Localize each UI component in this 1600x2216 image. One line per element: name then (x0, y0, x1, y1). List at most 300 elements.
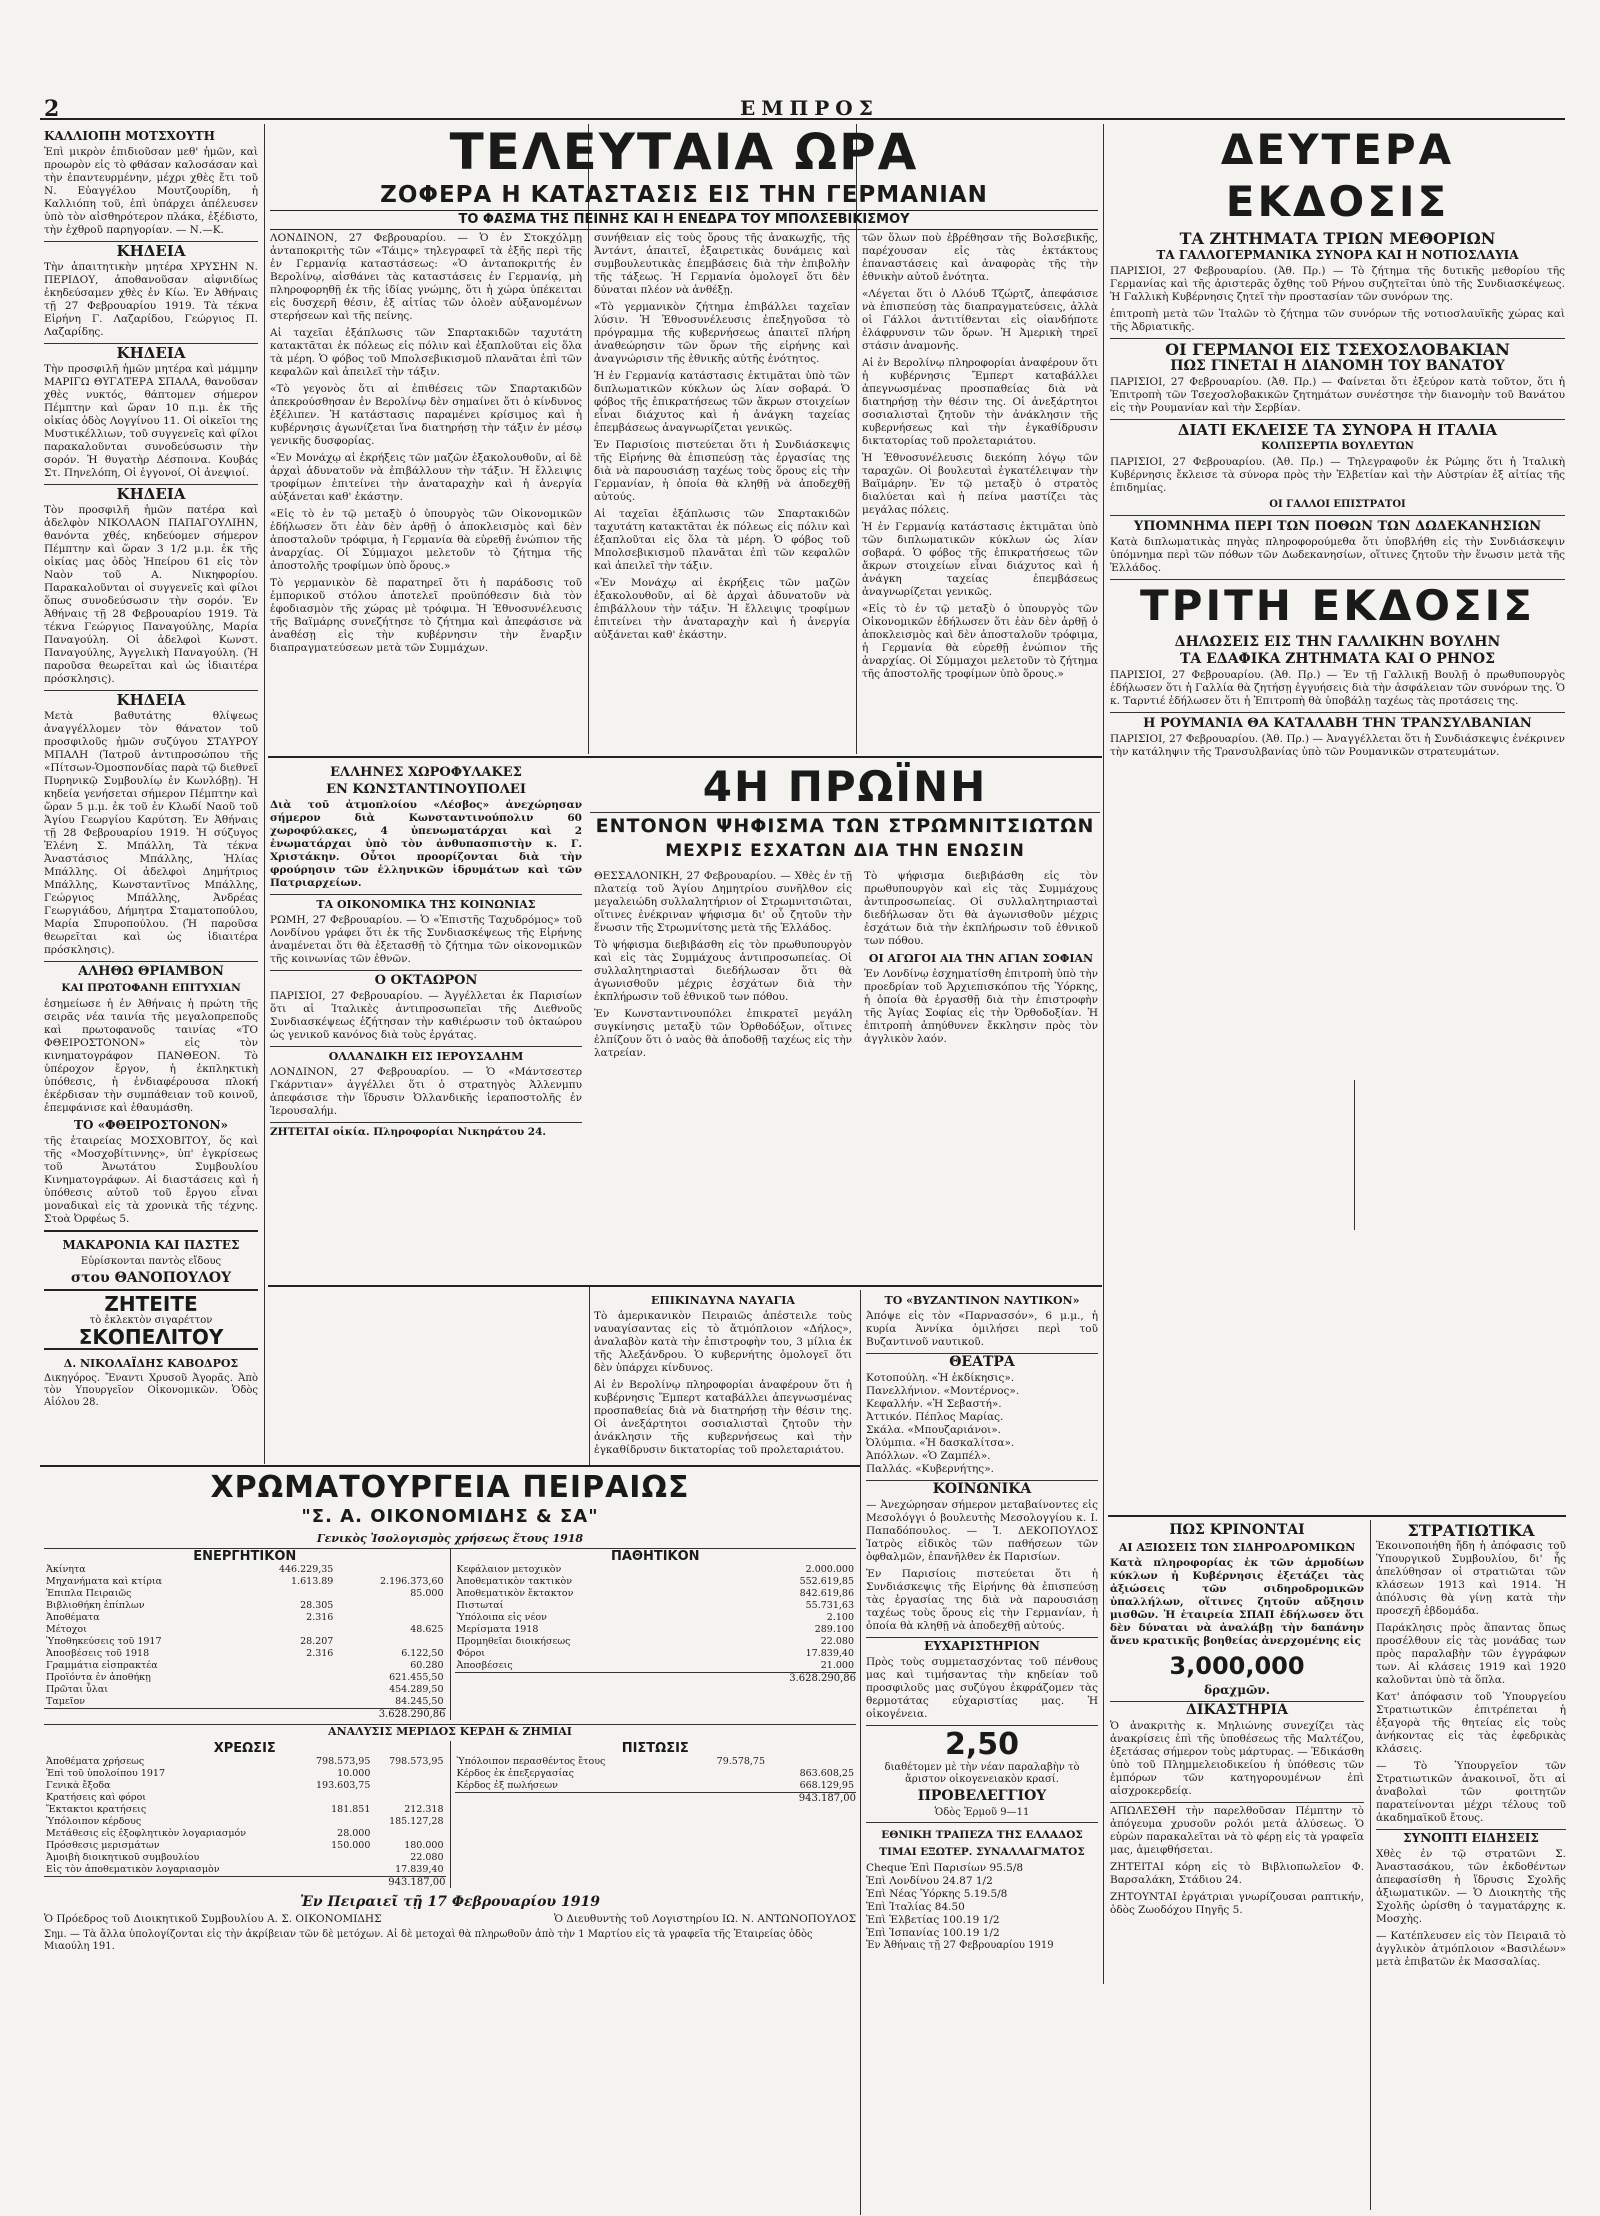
column-rule (1354, 1080, 1355, 1230)
price: 2,50 (944, 1727, 1020, 1762)
shop-address: Ὁδὸς Ἐρμοῦ 9—11 (934, 1807, 1030, 1818)
row-amount: 2.316 (306, 1612, 334, 1623)
row-label: Πρῶται ὗλαι (46, 1684, 108, 1695)
paragraph: Κατὰ πληροφορίας ἐκ τῶν ἁρμοδίων κύκλων ἡ Κυβέρνησις ἐξετάζει τὰς ἀξιώσεις τῶν σιδηροδρομικῶν ὑπαλλήλων, οἵτινες ζητοῦν αὔξησιν μισθῶν. Ἡ ἐταιρεία ΣΠΑΠ ἐδήλωσεν ὅτι δὲν δύναται νὰ ἀναλάβῃ τὴν δαπάνην ἄνευ κρατικῆς βοηθείας ἀνερχομένης εἰς (1110, 1557, 1364, 1647)
ad-brand: ΣΚΟΠΕΛΙΤΟΥ (78, 1325, 224, 1349)
liabilities-title: ΠΑΘΗΤΙΚΟΝ (610, 1549, 700, 1564)
edition-title: 4Η ΠΡΩΪΝΗ (702, 762, 988, 811)
row-amount (240, 1696, 335, 1708)
row-amount (719, 1660, 728, 1672)
assets-side (44, 1549, 451, 1720)
row-label: Μετάθεσις εἰς ἐξοφλητικὸν λογαριασμόν (46, 1828, 247, 1839)
paragraph: «Εἰς τὸ ἐν τῷ μεταξὺ ὁ ὑπουργὸς τῶν Οἰκονομικῶν ἐδήλωσεν ὅτι ἐὰν δὲν ἀρθῇ ὁ ἀποκλεισμὸς καὶ δὲν ἀποσταλοῦν τρόφιμα, ἡ Γερμανία θὰ εὑρεθῇ ἐνώπιον τῆς ἀναρχίας. Οἱ Σύμμαχοι μελετοῦν τὸ ζήτημα τῆς ἀποστολῆς τροφίμων ὑπὸ ὅρους.» (862, 603, 1098, 680)
subheadline: ΟΙ ΓΑΛΛΟΙ ΕΠΙΣΤΡΑΤΟΙ (1269, 499, 1406, 510)
headline: ΤΟ «ΒΥΖΑΝΤΙΝΟΝ ΝΑΥΤΙΚΟΝ» (884, 1294, 1080, 1307)
headline: Ο ΟΚΤΑΩΡΟΝ (270, 970, 582, 987)
row-amount (299, 1792, 372, 1804)
table-row (44, 1564, 446, 1576)
subheadline: ΚΑΙ ΠΡΩΤΟΦΑΝΗ ΕΠΙΤΥΧΙΑΝ (61, 982, 241, 994)
row-amount (719, 1648, 728, 1660)
row-amount: 60.280 (410, 1660, 444, 1671)
headline: ΟΛΛΑΝΔΙΚΗ ΕΙΣ ΙΕΡΟΥΣΑΛΗΜ (270, 1046, 582, 1063)
list-item: Ἐπὶ Ἑλβετίας 100.19 1/2 (866, 1914, 1000, 1926)
row-amount: 2.196.373,60 (380, 1576, 444, 1587)
headline: Η ΡΟΥΜΑΝΙΑ ΘΑ ΚΑΤΑΛΑΒΗ ΤΗΝ ΤΡΑΝΣΥΛΒΑΝΙΑΝ (1110, 712, 1565, 730)
row-label: Μηχανήματα καὶ κτίρια (46, 1576, 163, 1587)
row-label: Ἀποσβέσεις τοῦ 1918 (46, 1648, 150, 1659)
row-amount: 863.608,25 (799, 1768, 854, 1779)
row-amount (372, 1780, 445, 1792)
table-row (44, 1864, 446, 1876)
paragraph: ΘΕΣΣΑΛΟΝΙΚΗ, 27 Φεβρουαρίου. — Χθὲς ἐν τῇ πλατείᾳ τοῦ Ἁγίου Δημητρίου συνῆλθον εἰς μεγαλειώδη συλλαλητήριον οἱ Στρωμνιτσιῶται, οἵτινες ἐνέκριναν ψήφισμα δι' οὗ ζητοῦν τὴν ἕνωσιν τῆς Στρωμνίτσης μετὰ τῆς Ἑλλάδος. (594, 870, 852, 934)
ad-title: ΜΑΚΑΡΟΝΙΑ ΚΑΙ ΠΑΣΤΕΣ (62, 1238, 240, 1252)
table-row (44, 1852, 446, 1864)
paragraph: Μετὰ βαθυτάτης θλίψεως ἀναγγέλλομεν τὸν θάνατον τοῦ προσφιλοῦς ἡμῶν συζύγου ΣΤΑΥΡΟΥ ΜΠΑΛΗ (Ἰατροῦ ἀντιπροσώπου τῆς «Πίτσων-Ὁμοσπονδίας παρὰ τῷ διεθνεῖ Πυρηνικῷ Συμβουλίῳ ἐν Κωνλόβῃ). Ἡ κηδεία γενήσεται σήμερον Πέμπτην καὶ ὥραν 5 μ.μ. ἐκ τοῦ ἐν Κλωδί Ναοῦ τοῦ Ἁγίου Γεωργίου Καρύτση. Ἐν Ἀθήναις τῇ 28 Φεβρουαρίου 1919. Ἡ σύζυγος Ἑλένη Σ. Μπάλλη, Τὰ τέκνα Ἀναστάσιος Μπάλλης, Ἠλίας Μπάλλης. Οἱ ἀδελφοὶ Δημήτριος Μπάλλης, Κωνσταντῖνος Μπάλλης, Γεώργιος Μπάλλης, Ἀνδρέας Γεωργιάδου, Δήμητρα Σταματοπούλου, Μαρία Σπυροπούλου. (Ἡ παροῦσα θεωρεῖται καὶ ὡς ἰδιαιτέρα πρόσκλησις). (44, 710, 258, 956)
row-amount: 212.318 (404, 1804, 444, 1815)
ad-title: Δ. ΝΙΚΟΛΑΪΔΗΣ ΚΑΒΟΔΡΟΣ (63, 1357, 239, 1370)
paragraph: συνήθειαν εἰς τοὺς ὅρους τῆς ἀνακωχῆς, τῆς Ἀντάντ, ἀπαιτεῖ, ἐξαιρετικὰς δυνάμεις καὶ συμβουλευτικὰς ἐπεμβάσεις διὰ τὴν ἐπιβολὴν τῆς τάξεως. Ἡ Γερμανία ὁμολογεῖ ὅτι δὲν δύναται πλέον νὰ ἀνθέξῃ. (594, 232, 850, 296)
table-row (455, 1648, 857, 1660)
headline: ΣΥΝΟΠΤΙ ΕΙΔΗΣΕΙΣ (1376, 1829, 1566, 1845)
theatre-list (866, 1372, 1098, 1476)
paragraph: ΠΑΡΙΣΙΟΙ, 27 Φεβρουαρίου. (Ἀθ. Πρ.) — Τὸ ζήτημα τῆς δυτικῆς μεθορίου τῆς Γερμανίας καὶ τῆς ἀριστερᾶς ὄχθης τοῦ Ρήνου συζητεῖται ὑπὸ τῆς Συνδιασκέψεως. Ἡ Γαλλικὴ Κυβέρνησις ζητεῖ τὴν προστασίαν τῶν συνόρων της. (1110, 265, 1565, 303)
table-row (455, 1660, 857, 1672)
statement-date: Ἐν Πειραιεῖ τῇ 17 Φεβρουαρίου 1919 (300, 1894, 600, 1910)
ad-text: τὸ ἐκλεκτὸν σιγαρέττον (89, 1315, 213, 1326)
headline: ΕΠΙΚΙΝΔΥΝΑ ΝΑΥΑΓΙΑ (651, 1294, 795, 1307)
ad-block (44, 1230, 258, 1285)
company-title: ΧΡΩΜΑΤΟΥΡΓΕΙΑ ΠΕΙΡΑΙΩΣ (210, 1470, 690, 1505)
ad-block (44, 1348, 258, 1409)
row-amount: 289.100 (814, 1624, 854, 1635)
table-row (44, 1816, 446, 1828)
notice-title: ΚΗΔΕΙΑ (44, 484, 258, 501)
column-morning (864, 870, 1098, 1282)
row-amount (335, 1636, 445, 1648)
table-row (44, 1804, 446, 1816)
notice-title: ΚΗΔΕΙΑ (44, 343, 258, 360)
paragraph: Διὰ τοῦ ἀτμοπλοίου «Λέσβος» ἀνεχώρησαν σήμερον διὰ Κωνσταντινούπολιν 60 χωροφύλακες, 4 ὑπενωματάρχαι καὶ 2 ἐνωματάρχαι ὑπὸ τὸν ἀνθυπασπιστὴν κ. Γ. Χριστάκην. Οὗτοι προορίζονται διὰ τὴν φρούρησιν τῶν ἑλληνικῶν ἱδρυμάτων καὶ τῶν Πατριαρχείων. (270, 799, 582, 889)
row-label: Μέτοχοι (46, 1624, 87, 1635)
paragraph: Τὴν προσφιλῆ ἡμῶν μητέρα καὶ μάμμην ΜΑΡΙΓΩ ΘΥΓΑΤΕΡΑ ΣΠΑΛΑ, θανοῦσαν χθὲς νυκτός, θάπτομεν σήμερον Πέμπτην καὶ ὥραν 10 π.μ. ἐκ τῆς οἰκίας ὁδὸς Λογγίνου 11. Οἱ οἰκεῖοι της Μυστικέλλιων, τοῦ συγγενεῖς καὶ φίλοι παρακαλοῦνται συνοδεύσωσιν τὴν σορόν. Ἡ θυγατὴρ Δέσποινα. Κουβάς Στ. Πηνελόπη, Οἱ ἐγγονοί, Οἱ ἀνεψιοί. (44, 363, 258, 479)
row-amount (687, 1780, 767, 1792)
bank-date: Ἐν Ἀθήναις τῇ 27 Φεβρουαρίου 1919 (866, 1940, 1054, 1951)
row-amount: 28.207 (300, 1636, 334, 1647)
paragraph: Χθὲς ἐν τῷ στρατῶνι Σ. Ἀναστασάκου, τῶν ἐκδοθέντων ἀπεφασίσθη ἡ ἵδρυσις Σχολῆς ἀξιωματικῶν. — Ὁ Διοικητὴς τῆς Σχολῆς ὡρίσθη ὁ ταγματάρχης κ. Μοσχὴς. (1376, 1848, 1566, 1925)
ad-text: Εὑρίσκονται παντὸς εἴδους (80, 1256, 222, 1267)
main-title: ΤΕΛΕΥΤΑΙΑ ΩΡΑ (449, 123, 919, 181)
classified-ad: ΖΗΤΕΙΤΑΙ κόρη εἰς τὸ Βιβλιοπωλεῖον Φ. Βαρσαλάκη, Στάδιου 24. (1110, 1861, 1364, 1886)
table-row (44, 1840, 446, 1852)
amount: 3,000,000 (1169, 1652, 1305, 1680)
edition-title: ΔΕΥΤΕΡΑ ΕΚΔΟΣΙΣ (1220, 125, 1455, 226)
row-label: Κέρδος ἐκ ἐπεξεργασίας (456, 1768, 574, 1779)
signature-left: Ὁ Πρόεδρος τοῦ Διοικητικοῦ Συμβουλίου Α. Σ. ΟΙΚΟΝΟΜΙΔΗΣ (44, 1913, 382, 1925)
column-morning (594, 870, 852, 1282)
row-amount (240, 1624, 335, 1636)
column-rule (264, 124, 265, 1464)
subheadline: ΕΝ ΚΩΝΣΤΑΝΤΙΝΟΥΠΟΛΕΙ (326, 782, 526, 797)
paragraph: Τὸ γερμανικὸν δὲ παρατηρεῖ ὅτι ἡ παράδοσις τοῦ ἐμπορικοῦ στόλου ἀποτελεῖ προϋπόθεσιν διὰ τὸν ἐφοδιασμὸν τῆς χώρας μὲ τρόφιμα. Ἡ Ἐθνοσυνέλευσις τῆς Βαϊμάρης συνεζήτησε τὸ ζήτημα καὶ ἀπεφάσισε νὰ ἀναθέσῃ εἰς τὴν κυβέρνησιν τὴν ἔναρξιν διαπραγματεύσεων μετὰ τῶν Συμμάχων. (270, 577, 582, 654)
list-item: Πανελλήνιον. «Μοντέρνος». (866, 1385, 1020, 1397)
row-amount (299, 1852, 372, 1864)
paragraph: ΠΑΡΙΣΙΟΙ, 27 Φεβρουαρίου. (Ἀθ. Πρ.) — Ἀναγγέλλεται ὅτι ἡ Συνδιάσκεψις ἐνέκρινεν τὴν κατάληψιν τῆς Τρανσυλβανίας ὑπὸ τῶν Ρουμανικῶν στρατευμάτων. (1110, 733, 1565, 758)
classified-ad: ΑΠΩΛΕΣΘΗ τὴν παρελθοῦσαν Πέμπτην τὸ ἀπόγευμα χρυσοῦν ρολόι μετὰ ἁλύσεως. Ὁ εὑρὼν παρακαλεῖται νὰ τὸ φέρῃ εἰς τὰ γραφεῖα μας, ἀμειφθήσεται. (1110, 1802, 1364, 1857)
table-row (455, 1564, 857, 1576)
paragraph: τῶν ὅλων ποὺ ἐβρέθησαν τῆς Βολσεβικῆς, παρέχουσαν εἰς τὰς ἐκτάκτους ἐπαναστάσεις καὶ ἀναφορὰς τῆς τὴν ἐθνικὴν αὐτοῦ ἑνότητα. (862, 232, 1098, 283)
row-amount: 22.080 (820, 1636, 854, 1647)
row-amount: 185.127,28 (389, 1816, 444, 1827)
list-item: Ὀλύμπια. «Ἡ δασκαλίτσα». (866, 1437, 1015, 1449)
subheadline: ΤΑ ΓΑΛΛΟΓΕΡΜΑΝΙΚΑ ΣΥΝΟΡΑ ΚΑΙ Η ΝΟΤΙΟΣΛΑΥΙΑ (1156, 248, 1519, 262)
amount-unit: δραχμῶν. (1204, 1683, 1270, 1697)
row-amount (719, 1576, 728, 1588)
paragraph: — Κατέπλευσεν εἰς τὸν Πειραιᾶ τὸ ἀγγλικὸν ἀτμόπλοιον «Βασιλέων» μετὰ ἐπιβατῶν ἐκ Μασσαλίας. (1376, 1930, 1566, 1968)
balance-sheet (44, 1470, 856, 2210)
row-label: Φόροι (456, 1648, 486, 1659)
section-rule (268, 1285, 1102, 1287)
row-label: Βιβλιοθήκη ἐπίπλων (46, 1600, 145, 1611)
row-amount (335, 1600, 445, 1612)
paragraph: — Τὸ Ὑπουργεῖον τῶν Στρατιωτικῶν ἀνακοινοῖ, ὅτι αἱ ἀναβολαὶ τῶν φοιτητῶν παρατείνονται μέχρι τέλους τοῦ ἀκαδημαϊκοῦ ἔτους. (1376, 1760, 1566, 1824)
table-row (44, 1588, 446, 1600)
headline: ΘΕΑΤΡΑ (866, 1353, 1098, 1369)
row-amount: 668.129,95 (799, 1780, 854, 1791)
paragraph: ἐσημείωσε ἡ ἐν Ἀθήναις ἡ πρώτη τῆς σειρᾶς νέα ταινία τῆς μεγαλοπρεποῦς καὶ πρωτοφανοῦς ταινίας «ΤΟ ΦΘΕΙΡΟΣΤΟΝΟΝ» εἰς τὸν κινηματογράφον ΠΑΝΘΕΟΝ. Τὸ ὑπέροχον ἔργον, ἡ ἐκπληκτικὴ ὑπόθεσις, ἡ ἐνδιαφέρουσα πλοκή ἐκέρδισαν τὴν συμπάθειαν τοῦ κοινοῦ, ἐπεμφάνισε καὶ ἐθαυμάσθη. (44, 998, 258, 1114)
ad-text: Δικηγόρος. Ἔναντι Χρυσοῦ Ἀγορᾶς. Ἀπὸ τὸν Υπουργεῖον Οἰκονομικῶν. Ὁδὸς Αἰόλου 28. (44, 1373, 258, 1408)
paragraph: Τὸ ψήφισμα διεβιβάσθη εἰς τὸν πρωθυπουργὸν καὶ εἰς τὰς Συμμάχους ἀντιπροσωπείας. Οἱ συλλαλητηριασταὶ διεδήλωσαν ὅτι θὰ ἀγωνισθοῦν μέχρις ἐσχάτων διὰ τὴν ἐκπλήρωσιν τοῦ ἐθνικοῦ των πόθου. (864, 870, 1098, 947)
headline: ΔΙΚΑΣΤΗΡΙΑ (1110, 1701, 1364, 1717)
paragraph: ΛΟΝΔΙΝΟΝ, 27 Φεβρουαρίου. — Ὁ ἐν Στοκχόλμῃ ἀνταποκριτὴς τῶν «Τάιμς» τηλεγραφεῖ τὰ ἑξῆς περὶ τῆς ἐν Γερμανίᾳ καταστάσεως: «Ὁ ἀνταποκριτής ἐν Βερολίνῳ, αἰσθάνει τὰς καταστάσεις ἐν Γερμανίᾳ, μὴ πληροφορηθῇ ἐκ τῆς ἰδίας γνώμης, ὅτι ἡ χώρα ὑπέκειται εἰς δυσχερῆ θέσιν, ἐξ αἰτίας τῶν ὀλοὲν αὐξανομένων στερήσεων καὶ τῆς πείνης. (270, 232, 582, 322)
table-row (455, 1756, 857, 1768)
table-row (455, 1600, 857, 1612)
ad-brand: στου ΘΑΝΟΠΟΥΛΟΥ (70, 1270, 232, 1286)
row-label: Κρατήσεις καὶ φόροι (46, 1792, 147, 1803)
row-amount: 79.578,75 (716, 1756, 766, 1767)
row-amount (719, 1600, 728, 1612)
paragraph: Αἱ ἐν Βερολίνῳ πληροφορίαι ἀναφέρουν ὅτι ἡ κυβέρνησις Ἔμπερτ καταβάλλει ἀπεγνωσμένας προσπαθείας διὰ νὰ διατηρήσῃ τὴν θέσιν της. Οἱ ἀνεξάρτητοι σοσιαλισταὶ ζητοῦν τὴν ἀνάκλησιν τῆς κυβερνήσεως καὶ τὴν ἐγκαθίδρυσιν δικτατορίας τοῦ προλεταριάτου. (862, 357, 1098, 447)
row-label: Ὑποθηκεύσεις τοῦ 1917 (46, 1636, 162, 1647)
section-rule (40, 1465, 860, 1467)
row-amount (719, 1612, 728, 1624)
list-item: Παλλάς. «Κυβερνήτης». (866, 1463, 994, 1475)
column-shipwreck (594, 1290, 852, 1462)
main-headline-block (270, 124, 1098, 230)
row-label: Γενικὰ ἔξοδα (46, 1780, 111, 1791)
debit-table (44, 1756, 446, 1876)
row-label: Ἀποθέματα χρήσεως (46, 1756, 145, 1767)
ad-block (44, 1289, 258, 1349)
paragraph: Ἐπὶ μικρὸν ἐπιδιοῦσαν μεθ' ἡμῶν, καὶ προωρὸν εἰς τὸ φθάσαν καλοσάσαν καὶ τὴν ἐπαντευρμένην, μέχρι χθὲς ἔτι τοῦ Ν. Εὐαγγέλου Μουτζουρίδη, ἡ Καλλιόπη τοῦ, ἐπὶ ὑπάρχει ἀπέλευσεν ὑπὸ τὸν αἰσθηρότερον πλάκα, ἐξέδιστο, τὴν ἐχθροῦ παρηγορίαν. — Ν.—Κ. (44, 146, 258, 236)
paragraph: Αἱ ταχεῖαι ἐξάπλωσις τῶν Σπαρτακιδῶν ταχυτάτη κατακτᾶται ἐκ πόλεως εἰς πόλιν καὶ ἐξαπλοῦται εἰς ὅλα τὰ μέρη. Ὁ φόβος τοῦ Μπολσεβικισμοῦ πλανᾶται ἐπὶ τῶν κεφαλῶν καὶ ἀπειλεῖ τὴν τάξιν. (270, 327, 582, 378)
paragraph: Αἱ ἐν Βερολίνῳ πληροφορίαι ἀναφέρουν ὅτι ἡ κυβέρνησις Ἔμπερτ καταβάλλει ἀπεγνωσμένας προσπαθείας διὰ νὰ διατηρήσῃ τὴν θέσιν της. Οἱ ἀνεξάρτητοι σοσιαλισταὶ ζητοῦν τὴν ἀνάκλησιν τῆς κυβερνήσεως καὶ τὴν ἐγκαθίδρυσιν δικτατορίας τοῦ προλεταριάτου. (594, 1379, 852, 1456)
debit-side (44, 1741, 451, 1888)
headline: ΑΛΗΘΩ ΘΡΙΑΜΒΟΝ (44, 961, 258, 978)
table-row (44, 1636, 446, 1648)
column-military (1376, 1520, 1566, 2210)
table-row (44, 1576, 446, 1588)
list-item: Ἐπὶ Λονδίνου 24.87 1/2 (866, 1875, 993, 1887)
assets-title: ΕΝΕΡΓΗΤΙΚΟΝ (193, 1549, 297, 1564)
notice-title: ΚΗΔΕΙΑ (44, 241, 258, 258)
notice-title: ΚΗΔΕΙΑ (44, 690, 258, 707)
list-item: Κεφαλλήν. «Ἡ Σεβαστή». (866, 1398, 1002, 1410)
headline: ΔΙΑΤΙ ΕΚΛΕΙΣΕ ΤΑ ΣΥΝΟΡΑ Η ΙΤΑΛΙΑ (1110, 419, 1565, 437)
credit-table (455, 1756, 857, 1792)
table-row (44, 1624, 446, 1636)
table-row (44, 1600, 446, 1612)
paragraph: Ἐν Παρισίοις πιστεύεται ὅτι ἡ Συνδιάσκεψις τῆς Εἰρήνης θὰ ἐπισπεύσῃ τὰς ἐργασίας της διὰ νὰ παρουσιάσῃ ταχέως τοὺς ὅρους εἰς τὴν Γερμανίαν, ἡ ὁποία θὰ κληθῇ νὰ ἀποδεχθῇ αὐτούς. (594, 439, 850, 503)
credit-title: ΠΙΣΤΩΣΙΣ (621, 1741, 689, 1756)
section-rule (268, 756, 1102, 758)
row-amount (240, 1684, 335, 1696)
headline: ΣΤΡΑΤΙΩΤΙΚΑ (1407, 1521, 1535, 1540)
row-label: Ἀκίνητα (46, 1564, 86, 1575)
row-label: Ὑπόλοιπον περασθέντος ἔτους (456, 1756, 606, 1767)
row-amount: 55.731,63 (805, 1600, 854, 1611)
row-amount (299, 1816, 372, 1828)
table-row (44, 1792, 446, 1804)
bank-subtitle: ΤΙΜΑΙ ΕΞΩΤΕΡ. ΣΥΝΑΛΛΑΓΜΑΤΟΣ (879, 1846, 1085, 1858)
column-article (862, 232, 1098, 752)
paragraph: Ἐν Κωνσταντινουπόλει ἐπικρατεῖ μεγάλη συγκίνησις μεταξὺ τῶν Ὀρθοδόξων, οἵτινες ἐλπίζουν ὅτι ὁ ναὸς θὰ ἀποδοθῇ ταχέως εἰς τὴν λατρείαν. (594, 1008, 852, 1059)
table-row (44, 1780, 446, 1792)
headline: ΚΑΛΛΙΟΠΗ ΜΟΤΣΧΟΥΤΗ (44, 129, 216, 143)
debit-total: 943.187,00 (44, 1876, 446, 1888)
table-row (455, 1588, 857, 1600)
table-row (44, 1660, 446, 1672)
subheadline: ΕΝΤΟΝΟΝ ΨΗΦΙΣΜΑ ΤΩΝ ΣΤΡΩΜΝΙΤΣΙΩΤΩΝ (590, 812, 1100, 839)
row-amount (335, 1612, 445, 1624)
column-article (594, 232, 850, 752)
paragraph: «Εἰς τὸ ἐν τῷ μεταξὺ ὁ ὑπουργὸς τῶν Οἰκονομικῶν ἐδήλωσεν ὅτι ἐὰν δὲν ἀρθῇ ὁ ἀποκλεισμὸς καὶ δὲν ἀποσταλοῦν τρόφιμα, ἡ Γερμανία θὰ εὑρεθῇ ἐνώπιον τῆς ἀναρχίας. Οἱ Σύμμαχοι μελετοῦν τὸ ζήτημα τῆς ἀποστολῆς τροφίμων ὑπὸ ὅρους.» (270, 508, 582, 572)
column-rule (1370, 1520, 1371, 2210)
table-row (455, 1780, 857, 1792)
paragraph: «Λέγεται ὅτι ὁ Λλόυδ Τζώρτζ, ἀπεφάσισε νὰ ἐπισπεύσῃ τὰς διαπραγματεύσεις, ἀλλὰ οἱ Γάλλοι ἀντιτίθενται εἰς οἱανδήποτε ἐλάφρυνσιν τῶν ὅρων. Ἡ Ἀμερικὴ τηρεῖ στάσιν ἀναμονῆς. (862, 288, 1098, 352)
pl-table (44, 1741, 856, 1888)
paper-name: ΕΜΠΡΟΣ (740, 96, 879, 120)
table-row (44, 1768, 446, 1780)
row-amount (767, 1756, 856, 1768)
classified-ad: ΖΗΤΟΥΝΤΑΙ ἐργάτριαι γνωρίζουσαι ραπτικήν, ὁδὸς Ζωοδόχου Πηγῆς 5. (1110, 1891, 1364, 1916)
paragraph: Ἐν Παρισίοις πιστεύεται ὅτι ἡ Συνδιάσκεψις τῆς Εἰρήνης θὰ ἐπισπεύσῃ τὰς ἐργασίας της διὰ νὰ παρουσιάσῃ ταχέως τοὺς ὅρους εἰς τὴν Γερμανίαν, ἡ ὁποία θὰ κληθῇ νὰ ἀποδεχθῇ αὐτούς. (866, 1568, 1098, 1632)
column-article (270, 232, 582, 752)
row-label: Κεφάλαιον μετοχικὸν (456, 1564, 562, 1575)
row-amount: 6.122,50 (401, 1648, 444, 1659)
row-label: Ἀποθέματα (46, 1612, 100, 1623)
row-amount (719, 1624, 728, 1636)
headline: ΕΛΛΗΝΕΣ ΧΩΡΟΦΥΛΑΚΕΣ (330, 765, 522, 780)
row-amount: 28.305 (300, 1600, 334, 1611)
column-news (270, 762, 582, 1282)
row-label: Ἐπὶ τοῦ ὑπολοίπου 1917 (46, 1768, 166, 1779)
row-label: Κέρδος ἐξ πωλήσεων (456, 1780, 558, 1791)
paragraph: ΠΑΡΙΣΙΟΙ, 27 Φεβρουαρίου. (Ἀθ. Πρ.) — Τηλεγραφοῦν ἐκ Ρώμης ὅτι ἡ Ἰταλικὴ Κυβέρνησις ἔκλεισε τὰ σύνορα πρὸς τὴν Ἐλβετίαν καὶ τὴν Αὐστρίαν ἐξ αἰτίας τῆς ἐπιδημίας. (1110, 456, 1565, 494)
row-amount (240, 1660, 335, 1672)
table-row (44, 1684, 446, 1696)
list-item: Ἀπόλλων. «Ὁ Ζαμπέλ». (866, 1450, 991, 1462)
paragraph: — Ἀνεχώρησαν σήμερον μεταβαίνοντες εἰς Μεσολόγγι ὁ βουλευτὴς Μεσολογγίου κ. Ι. Παπαδόπουλος. — Ἰ. ΔΕΚΟΠΟΥΛΟΣ Ἰατρὸς εἰδικὸς τῶν παθήσεων τῶν ὀφθαλμῶν, ἐπανῆλθεν ἐκ Παρισίων. (866, 1499, 1098, 1563)
paragraph: ΠΑΡΙΣΙΟΙ, 27 Φεβρουαρίου. (Ἀθ. Πρ.) — Φαίνεται ὅτι ἐξεύρον κατὰ τοῦτον, ὅτι ἡ Ἐπιτροπὴ τῶν Τσεχοσλοβακικῶν ζητημάτων συνέστησε τὴν διανομὴν τοῦ Βανάτου εἰς τὴν Ρουμανίαν καὶ τὴν Σερβίαν. (1110, 376, 1565, 414)
list-item: Ἐπὶ Ἰταλίας 84.50 (866, 1901, 965, 1913)
table-row (44, 1612, 446, 1624)
row-amount: 10.000 (337, 1768, 371, 1779)
row-amount: 842.619,86 (799, 1588, 854, 1599)
wine-ad (866, 1725, 1098, 1819)
statement-year: Γενικὸς Ἰσολογισμὸς χρήσεως ἔτους 1918 (316, 1532, 584, 1545)
row-label: Ἔκτακτοι κρατήσεις (46, 1804, 147, 1815)
paragraph: τῆς ἐταιρείας ΜΟΣΧΟΒΙΤΟΥ, ὅς καὶ τῆς «Μοσχοβίτιννης», ὑπ' ἐγκρίσεως τοῦ Ἀνωτάτου Συμβουλίου Κινηματογράφων. Αἱ διαστάσεις καὶ ἡ ὑπόθεσις αὐτοῦ τοῦ ἔργου εἶναι μοναδικαὶ εἰς τὰ χρονικὰ τῆς τέχνης. Στοὰ Ὀρφέως 5. (44, 1135, 258, 1225)
ad-title: ΖΗΤΕΙΤΕ (104, 1292, 198, 1316)
row-amount (299, 1864, 372, 1876)
shop-name: ΠΡΟΒΕΛΕΓΓΙΟΥ (917, 1788, 1047, 1804)
debit-title: ΧΡΕΩΣΙΣ (213, 1741, 276, 1756)
paragraph: ΠΑΡΙΣΙΟΙ, 27 Φεβρουαρίου. (Ἀθ. Πρ.) — Ἐν τῇ Γαλλικῇ Βουλῇ ὁ πρωθυπουργὸς ἐδήλωσεν ὅτι ἡ Γαλλία θὰ ζητήσῃ ἐγγυήσεις διὰ τὴν ἀσφάλειαν τῶν συνόρων της. Ὁ κ. Ταρντιέ ἐδήλωσεν ὅτι ἡ Ἐπιτροπὴ θὰ ὑποβάλῃ ταχέως τὰς προτάσεις της. (1110, 669, 1565, 707)
table-row (455, 1636, 857, 1648)
subheadline: ΤΑ ΖΗΤΗΜΑΤΑ ΤΡΙΩΝ ΜΕΘΟΡΙΩΝ (1179, 229, 1496, 248)
paragraph: Ἡ Ἐθνοσυνέλευσις διεκόπη λόγῳ τῶν ταραχῶν. Οἱ βουλευταὶ ἐγκατέλειψαν τὴν Βαϊμάρην. Ἐν τῷ μεταξὺ ὁ στρατὸς διαλύεται καὶ ἡ πείνα μαστίζει τὰς μεγάλας πόλεις. (862, 452, 1098, 516)
table-row (455, 1624, 857, 1636)
list-item: Κοτοπούλη. «Ἡ ἐκδίκησις». (866, 1372, 1015, 1384)
row-label: Ἀποθεματικὸν ἔκτακτον (456, 1588, 574, 1599)
assets-table (44, 1564, 446, 1708)
headline: ΚΟΙΝΩΝΙΚΑ (866, 1480, 1098, 1496)
balance-table (44, 1548, 856, 1720)
headline: ΠΩΣ ΚΡΙΝΟΝΤΑΙ (1169, 1522, 1305, 1538)
row-amount (335, 1564, 445, 1576)
classified-ad: ΖΗΤΕΙΤΑΙ οἰκία. Πληροφορίαι Νικηράτου 24. (270, 1122, 582, 1139)
paragraph: «Ἐν Μονάχῳ αἱ ἐκρήξεις τῶν μαζῶν ἐξακολουθοῦν, αἱ δὲ ἀρχαὶ ἀδυνατοῦν νὰ ἐπιβάλλουν τὴν τάξιν. Ἡ ἔλλειψις τροφίμων ἐπιτείνει τὴν ἀναταραχὴν καὶ ἡ ἀνεργία αὐξάνεται καθ' ἑκάστην. (594, 577, 850, 641)
column-obituaries (44, 126, 258, 1466)
row-amount: 2.100 (826, 1612, 854, 1623)
row-label: Προϊόντα ἐν ἀποθήκῃ (46, 1672, 151, 1683)
row-amount (372, 1792, 445, 1804)
paragraph: Τὸν προσφιλῆ ἡμῶν πατέρα καὶ ἀδελφὸν ΝΙΚΟΛΑΟΝ ΠΑΠΑΓΟΥΛΙΗΝ, θανόντα χθές, κηδεύομεν σήμερον Πέμπτην καὶ ὥραν 3 1/2 μ.μ. ἐκ τῆς οἰκίας μας ὁδὸς Ἠπείρου 61 εἰς τὸν Ναὸν τοῦ Α. Νικηφορίου. Παρακαλοῦνται οἱ συγγενεῖς καὶ φίλοι ὅπως συνοδεύσωσιν τὴν σορόν. Ἐν Ἀθήναις τῇ 28 Φεβρουαρίου 1919. Τὰ τέκνα Γεώργιος Παναγούλης, Μαρία Παναγούλη. Οἱ ἀδελφοὶ Κωνστ. Παναγούλης, Ἀγγελικὴ Παναγούλη. (Ἡ παροῦσα θεωρεῖται καὶ ὡς ἰδιαιτέρα πρόσκλησις). (44, 504, 258, 685)
exchange-rates (866, 1822, 1098, 1952)
pl-title: ΑΝΑΛΥΣΙΣ ΜΕΡΙΔΟΣ ΚΕΡΔΗ & ΖΗΜΙΑΙ (44, 1724, 856, 1738)
bank-title: ΕΘΝΙΚΗ ΤΡΑΠΕΖΑ ΤΗΣ ΕΛΛΑΔΟΣ (881, 1829, 1083, 1841)
row-label: Ἀποθεματικὸν τακτικὸν (456, 1576, 573, 1587)
row-label: Εἰς τὸν ἀποθεματικὸν λογαριασμὸν (46, 1864, 220, 1875)
ad-text: διαθέτομεν μὲ τὴν νέαν παραλαβὴν τὸ ἄριστον οἰκογενειακὸν κρασί. (884, 1762, 1080, 1785)
column-second-edition (1110, 124, 1565, 1079)
row-amount: 2.316 (306, 1648, 334, 1659)
page-number: 2 (44, 96, 60, 122)
signatures (44, 1913, 856, 1925)
statement-footnote: Σημ. — Τὰ ἄλλα ὑπολογίζονται εἰς τὴν ἀκρίβειαν τῶν δὲ μετόχων. Αἱ δὲ μετοχαὶ θὰ πληρωθοῦν ἀπὸ τὴν 1 Μαρτίου εἰς τὰ γραφεῖα τῆς Ἐταιρείας ὁδὸς Μιαούλη 191. (44, 1929, 813, 1952)
company-subtitle: "Σ. Α. ΟΙΚΟΝΟΜΙΔΗΣ & ΣΑ" (301, 1506, 599, 1527)
column-railway (1110, 1520, 1364, 2210)
subheadline: ΤΑ ΕΔΑΦΙΚΑ ΖΗΤΗΜΑΤΑ ΚΑΙ Ο ΡΗΝΟΣ (1180, 651, 1495, 667)
paragraph: Τὴν ἀπαιτητικὴν μητέρα ΧΡΥΣΗΝ Ν. ΠΕΡΙΔΟΥ, ἀποθανοῦσαν αἰφνιδίως ἐκηδεύσαμεν χθὲς ἐν Κίω. Ἐν Ἀθήναις τῇ 27 Φεβρουαρίου 1919. Τὰ τέκνα Εἰρήνη Γ. Λαζαρίδου, Γεώργιος Π. Λαζαρίδης. (44, 261, 258, 338)
row-amount (719, 1564, 728, 1576)
subheadline: ΔΗΛΩΣΕΙΣ ΕΙΣ ΤΗΝ ΓΑΛΛΙΚΗΝ ΒΟΥΛΗΝ (1174, 634, 1501, 650)
table-row (455, 1612, 857, 1624)
column-rule (1103, 124, 1104, 1984)
paragraph: Αἱ ταχεῖαι ἐξάπλωσις τῶν Σπαρτακιδῶν ταχυτάτη κατακτᾶται ἐκ πόλεως εἰς πόλιν καὶ ἐξαπλοῦται εἰς ὅλα τὰ μέρη. Ὁ φόβος τοῦ Μπολσεβικισμοῦ πλανᾶται ἐπὶ τῶν κεφαλῶν καὶ ἀπειλεῖ τὴν τάξιν. (594, 508, 850, 572)
subheadline: ΜΕΧΡΙΣ ΕΣΧΑΤΩΝ ΔΙΑ ΤΗΝ ΕΝΩΣΙΝ (665, 841, 1025, 861)
row-amount: 17.839,40 (395, 1864, 444, 1875)
row-label: Ὑπόλοιπα εἰς νέον (456, 1612, 547, 1623)
row-amount (719, 1636, 728, 1648)
row-label: Ὑπόλοιπον κέρδους (46, 1816, 142, 1827)
row-amount: 21.000 (820, 1660, 854, 1671)
row-amount (719, 1588, 728, 1600)
row-label: Προμηθεῖαι διοικήσεως (456, 1636, 571, 1647)
subheadline: ΚΟΛΠΣΕΡΤΙΑ ΒΟΥΛΕΥΤΩΝ (1261, 441, 1414, 452)
liabilities-total: 3.628.290,86 (455, 1672, 857, 1684)
row-label: Πρόσθεσις μερισμάτων (46, 1840, 160, 1851)
row-label: Ταμεῖον (46, 1696, 86, 1707)
headline: ΕΥΧΑΡΙΣΤΗΡΙΟΝ (866, 1637, 1098, 1653)
row-amount: 150.000 (331, 1840, 371, 1851)
paragraph: Κατ' ἀπόφασιν τοῦ Ὑπουργείου Στρατιωτικῶν ἐπιτρέπεται ἡ ἐξαγορὰ τῆς θητείας εἰς τοὺς ἀνήκοντας εἰς τὰς ἐφεδρικὰς κλάσεις. (1376, 1691, 1566, 1755)
row-amount: 84.245,50 (395, 1696, 444, 1707)
credit-total: 943.187,00 (455, 1792, 857, 1804)
row-amount: 85.000 (410, 1588, 444, 1599)
table-row (44, 1672, 446, 1684)
row-label: Ἀμοιβὴ διοικητικοῦ συμβουλίου (46, 1852, 200, 1863)
list-item: Σκάλα. «Μπουζαριάνοι». (866, 1424, 1002, 1436)
main-subtitle-2: ΤΟ ΦΑΣΜΑ ΤΗΣ ΠΕΙΝΗΣ ΚΑΙ Η ΕΝΕΔΡΑ ΤΟΥ ΜΠΟΛΣΕΒΙΚΙΣΜΟΥ (270, 210, 1098, 230)
row-amount: 17.839,40 (805, 1648, 854, 1659)
row-amount: 454.289,50 (389, 1684, 444, 1695)
section-rule (1108, 1515, 1566, 1517)
row-amount: 48.625 (410, 1624, 444, 1635)
paragraph: ΡΩΜΗ, 27 Φεβρουαρίου. — Ὁ «Ἐπιστῆς Ταχυδρόμος» τοῦ Λονδίνου γράφει ὅτι ἐκ τῆς Συνδιασκέψεως τῆς Εἰρήνης ἀναμένεται ὅτι θὰ ἐξετασθῇ τὸ ζήτημα τῶν οἰκονομικῶν τῆς κοινωνίας τῶν ἐθνῶν. (270, 914, 582, 965)
row-label: Πιστωταί (456, 1600, 504, 1611)
main-subtitle: ΖΟΦΕΡΑ Η ΚΑΤΑΣΤΑΣΙΣ ΕΙΣ ΤΗΝ ΓΕΡΜΑΝΙΑΝ (380, 182, 988, 208)
subheadline: ΑΙ ΑΞΙΩΣΕΙΣ ΤΩΝ ΣΙΔΗΡΟΔΡΟΜΙΚΩΝ (1118, 1541, 1356, 1554)
liabilities-table (455, 1564, 857, 1672)
headline: ΟΙ ΑΓΩΓΟΙ ΑΙΑ ΤΗΝ ΑΓΙΑΝ ΣΟΦΙΑΝ (868, 952, 1094, 965)
credit-side (451, 1741, 857, 1888)
rate-list (866, 1862, 1098, 1940)
edition-title: ΤΡΙΤΗ ΕΚΔΟΣΙΣ (1110, 579, 1565, 632)
row-amount: 798.573,95 (316, 1756, 371, 1767)
list-item: Ἐπὶ Ἱσπανίας 100.19 1/2 (866, 1927, 1000, 1939)
row-amount: 193.603,75 (316, 1780, 371, 1791)
paragraph: «Τὸ γεγονὸς ὅτι αἱ ἐπιθέσεις τῶν Σπαρτακιδῶν ἀπεκρούσθησαν ἐν Βερολίνῳ δὲν σημαίνει ὅτι ὁ κίνδυνος ἐξέλιπεν. Ἡ κατάστασις παραμένει κρίσιμος καὶ ἡ κυβέρνησις ἀγωνίζεται ἵνα διατηρήσῃ τὴν τάξιν ἐν μέσῳ γενικῆς δυσφορίας. (270, 383, 582, 447)
table-row (455, 1768, 857, 1780)
row-amount: 2.000.000 (805, 1564, 854, 1575)
headline: ΥΠΟΜΝΗΜΑ ΠΕΡΙ ΤΩΝ ΠΟΘΩΝ ΤΩΝ ΔΩΔΕΚΑΝΗΣΙΩΝ (1110, 515, 1565, 533)
row-amount (687, 1768, 767, 1780)
row-amount: 621.455,50 (389, 1672, 444, 1683)
morning-edition-header (590, 762, 1100, 863)
row-amount: 28.000 (337, 1828, 371, 1839)
subheadline: ΠΩΣ ΓΙΝΕΤΑΙ Η ΔΙΑΝΟΜΗ ΤΟΥ ΒΑΝΑΤΟΥ (1170, 358, 1505, 374)
paragraph: Κατὰ διπλωματικὰς πηγὰς πληροφορούμεθα ὅτι ὑποβλήθη εἰς τὴν Συνδιάσκεψιν ὑπόμνημα περὶ τῶν πόθων τῶν Δωδεκανησίων, οἵτινες ζητοῦν τὴν ἕνωσιν μετὰ τῆς Ἑλλάδος. (1110, 536, 1565, 574)
paragraph: Ἐκοινοποιήθη ἤδη ἡ ἀπόφασις τοῦ Ὑπουργικοῦ Συμβουλίου, δι' ἧς ἀπελύθησαν οἱ στρατιῶται τῶν κλάσεων 1913 καὶ 1914. Ἡ ἀπόλυσις θὰ γίνῃ κατὰ τὴν προσεχῆ ἑβδομάδα. (1376, 1540, 1566, 1617)
row-label: Μερίσματα 1918 (456, 1624, 539, 1635)
table-row (455, 1576, 857, 1588)
paragraph: Τὸ ψήφισμα διεβιβάσθη εἰς τὸν πρωθυπουργὸν καὶ εἰς τὰς Συμμάχους ἀντιπροσωπείας. Οἱ συλλαλητηριασταὶ διεδήλωσαν ὅτι θὰ ἀγωνισθοῦν μέχρις ἐσχάτων διὰ τὴν ἐκπλήρωσιν τοῦ ἐθνικοῦ των πόθου. (594, 939, 852, 1003)
paragraph: «Ἐν Μονάχῳ αἱ ἐκρήξεις τῶν μαζῶν ἐξακολουθοῦν, αἱ δὲ ἀρχαὶ ἀδυνατοῦν νὰ ἐπιβάλλουν τὴν τάξιν. Ἡ ἔλλειψις τροφίμων ἐπιτείνει τὴν ἀναταραχὴν καὶ ἡ ἀνεργία αὐξάνεται καθ' ἑκάστην. (270, 452, 582, 503)
list-item: Ἀττικόν. Πέπλος Μαρίας. (866, 1411, 1004, 1423)
row-amount: 180.000 (404, 1840, 444, 1851)
column-social (866, 1290, 1098, 2215)
column-rule (860, 1290, 861, 2215)
row-label: Ἐπιπλα Πειραιῶς (46, 1588, 132, 1599)
paragraph: Ὁ ἀνακριτὴς κ. Μηλιώνης συνεχίζει τὰς ἀνακρίσεις ἐπὶ τῆς ὑποθέσεως τῆς Μαλτέζου, ἐξετάσας σήμερον τοὺς μάρτυρας. — Ἐδικάσθη ὑπὸ τοῦ Πλημμελειοδικείου ἡ ὑπόθεσις τῶν ἐμπόρων τῶν κατηγορουμένων ἐπὶ αἰσχροκερδείᾳ. (1110, 1720, 1364, 1797)
paragraph: ΠΑΡΙΣΙΟΙ, 27 Φεβρουαρίου. — Ἀγγέλλεται ἐκ Παρισίων ὅτι αἱ Ἰταλικὲς ἀντιπροσωπεῖαι τῆς Διεθνοῦς Συνδιασκέψεως ἐζήτησαν τὴν καθιέρωσιν τοῦ ὀκταώρου ὡς γενικοῦ κανόνος διὰ τοὺς ἐργάτας. (270, 990, 582, 1041)
row-amount: 22.080 (410, 1852, 444, 1863)
table-row (44, 1648, 446, 1660)
row-amount (240, 1672, 335, 1684)
row-label: Γραμμάτια εἰσπρακτέα (46, 1660, 158, 1671)
paragraph: ΛΟΝΔΙΝΟΝ, 27 Φεβρουαρίου. — Ὁ «Μάντσεστερ Γκάρντιαν» ἀγγέλλει ὅτι ὁ στρατηγὸς Ἀλλενμπυ ἀπεφάσισε τὴν ἵδρυσιν Ὀλλανδικῆς ἱεραποστολῆς ἐν Ἱερουσαλήμ. (270, 1066, 582, 1117)
